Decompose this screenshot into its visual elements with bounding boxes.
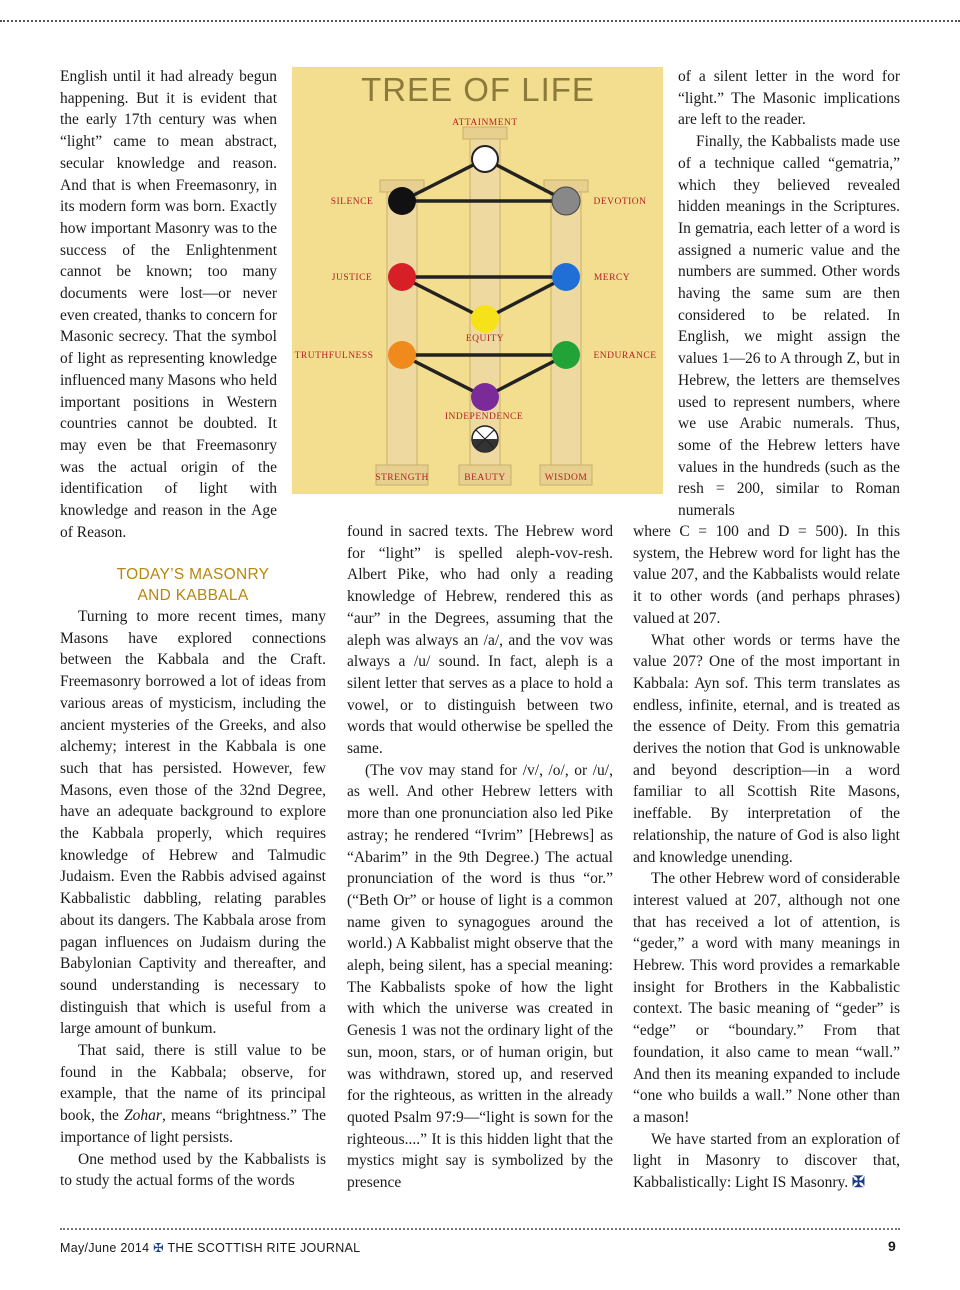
truthfulness-node (388, 341, 416, 369)
attainment-node (472, 146, 498, 172)
label-mercy: MERCY (593, 273, 631, 283)
tree-of-life-figure (292, 67, 663, 494)
endurance-node (552, 341, 580, 369)
silence-node (388, 187, 416, 215)
paragraph: The other Hebrew word of considerable interest valued at 207, although not one that has received a lot of attention, is “geder,” a word with many meanings in Hebrew. This word provides a remarkable insight for Brothers in the Kabbalistic context. The basic meaning of “geder” is “edge” or “boundary.” From that foundation, it also came to mean “wall.” And then its meaning expanded to include “one who builds a wall.” None other than a mason! (633, 870, 900, 1126)
label-endurance: ENDURANCE (593, 351, 657, 361)
book-title: Zohar (124, 1107, 162, 1125)
footer-cross-icon: ✠ (153, 1241, 164, 1255)
paragraph: where C = 100 and D = 500). In this system, the Hebrew word for light has the value 207, and the Kabbalists would relate it to other words (and perhaps phrases) valued at 207. (633, 523, 900, 627)
paragraph: One method used by the Kabbalists is to study the actual forms of the words (60, 1150, 326, 1190)
footer-dotted-rule (60, 1228, 900, 1230)
label-independence: INDEPENDENCE (444, 412, 524, 422)
paragraph: found in sacred texts. The Hebrew word for “light” is spelled aleph-vov-resh. Albert Pike, who had only a reading knowledge of Hebrew, rendered this as “aur” in the Degrees, assuming that the aleph was always an /a/, and the vov was always a /u/ sound. In fact, aleph is a silent letter that serves as a place to hold a vowel, or to distinguish between two words that would otherwise be spelled the same. (347, 523, 613, 758)
paragraph: (The vov may stand for /v/, /o/, or /u/, as well. And other Hebrew letters with more than one pronunciation also led Pike astray; he rendered “Ivrim” [Hebrews] as “Abarim” in the 9th Degree.) The actual pronunciation of the word is thus “or.” (“Beth Or” or house of light is a common name given to synagogues around the world.) A Kabbalist might observe that the aleph, being silent, has a special meaning: The Kabbalists spoke of how the light with which the universe was created in Genesis 1 was not the ordinary light of the sun, moon, stars, or of human origin, but was withdrawn, stored up, and reserved for the righteous, as written in the already quoted Psalm 97:9—“light is sown for the righteous....” It is this hidden light that the mystics might say is symbolized by the presence (347, 761, 613, 1192)
column-1-text (60, 66, 277, 543)
paragraph: Turning to more recent times, many Masons have explored connections between the Kabbala and the Craft. Freemasonry borrowed a lot of ideas from various areas of mysticism, including the ancient mysteries of the Greeks, and also alchemy; interest in the Kabbala is one such that has persisted. However, few Masons, even those of the 32nd Degree, have an adequate background to explore the Kabbala properly, which requires knowledge of Hebrew and Talmudic Judaism. Even the Rabbis advised against Kabbalistic dabbling, relating parables about its dangers. The Kabbala arose from pagan influences on Judaism during the Babylonian Captivity and thereafter, and sound understanding is necessary to distinguish that which is useful from a large amount of bunkum. (60, 608, 326, 1038)
end-mark-icon: ✠ (851, 1174, 865, 1192)
column-3-upper-text (678, 66, 900, 522)
column-1-lower-text (60, 564, 326, 1192)
paragraph: English until it had already begun happening. But it is evident that the early 17th century was when “light” came to mean abstract, secular knowledge and reason. And that is when Freemasonry, in its modern form was born. Exactly how important Masonry was to the success of the Enlightenment cannot be known; too many documents were lost—or never even created, thanks to concern for Masonic secrecy. That the symbol of light as representing knowledge influenced many Masons who held important positions in Western countries cannot be doubted. It may even be that Freemasonry was the actual origin of the identification of light with knowledge and reason in the Age of Reason. (60, 68, 277, 541)
section-heading-line-1: TODAY’S MASONRY (116, 566, 270, 583)
label-justice: JUSTICE (331, 273, 373, 283)
label-strength: STRENGTH (375, 473, 429, 483)
label-silence: SILENCE (330, 197, 374, 207)
justice-node (388, 263, 416, 291)
label-truthfulness: TRUTHFULNESS (294, 351, 374, 361)
footer-journal: THE SCOTTISH RITE JOURNAL (167, 1241, 361, 1255)
page-number: 9 (888, 1238, 896, 1254)
equity-node (471, 305, 499, 333)
devotion-node (552, 187, 580, 215)
column-3-lower-text (633, 521, 900, 1194)
figure-title: TREE OF LIFE (361, 71, 595, 108)
label-equity: EQUITY (465, 334, 505, 344)
paragraph-text: That said, there is still value to be found in the Kabbala; observe, for example, that the name of its principal book, the (60, 1042, 326, 1125)
column-2-text (347, 521, 613, 1194)
tree-of-life-diagram (292, 67, 663, 494)
section-heading (60, 564, 326, 606)
footer-issue: May/June 2014 (60, 1241, 150, 1255)
footer-publication (60, 1240, 360, 1255)
right-pillar (540, 180, 592, 485)
mercy-node (552, 263, 580, 291)
independence-node (471, 383, 499, 411)
paragraph: What other words or terms have the value 207? One of the most important in Kabbala: Ayn sof. This term translates as endless, infinite, eternal, and is treated as the essence of Deity. From this gematria derives the notion that God is unknowable and beyond description—in a word familiar to all Scottish Rite Masons, ineffable. By interpretation of the relationship, the nature of God is also light and knowledge unending. (633, 631, 900, 866)
label-devotion: DEVOTION (593, 197, 647, 207)
section-heading-line-2: AND KABBALA (137, 587, 249, 604)
kingdom-node (472, 426, 498, 452)
paragraph: Finally, the Kabbalists made use of a technique called “gematria,” which they believed revealed hidden meanings in the Scriptures. In gematria, each letter of a word is assigned a numeric value and the numbers are summed. Other words having the same sum are then considered to be related. In English, we might assign the values 1—26 to A through Z, but in Hebrew, the letters are themselves used to represent numbers, where we use Arabic numerals. Thus, some of the Hebrew letters have values in the hundreds (such as the resh = 200, similar to Roman numerals (678, 133, 900, 520)
paragraph (633, 1129, 900, 1194)
top-dotted-rule (0, 20, 960, 22)
label-wisdom: WISDOM (544, 473, 588, 483)
paragraph: of a silent letter in the word for “light.” The Masonic implications are left to the reader. (678, 68, 900, 129)
paragraph (60, 1040, 326, 1149)
paragraph-text: , means “brightness.” The importance of light persists. (60, 1107, 326, 1146)
label-attainment: ATTAINMENT (452, 118, 518, 128)
paragraph-text: We have started from an exploration of light in Masonry to discover that, Kabbalistically: Light IS Masonry. (633, 1130, 900, 1192)
left-pillar (376, 180, 428, 485)
label-beauty: BEAUTY (464, 473, 506, 483)
